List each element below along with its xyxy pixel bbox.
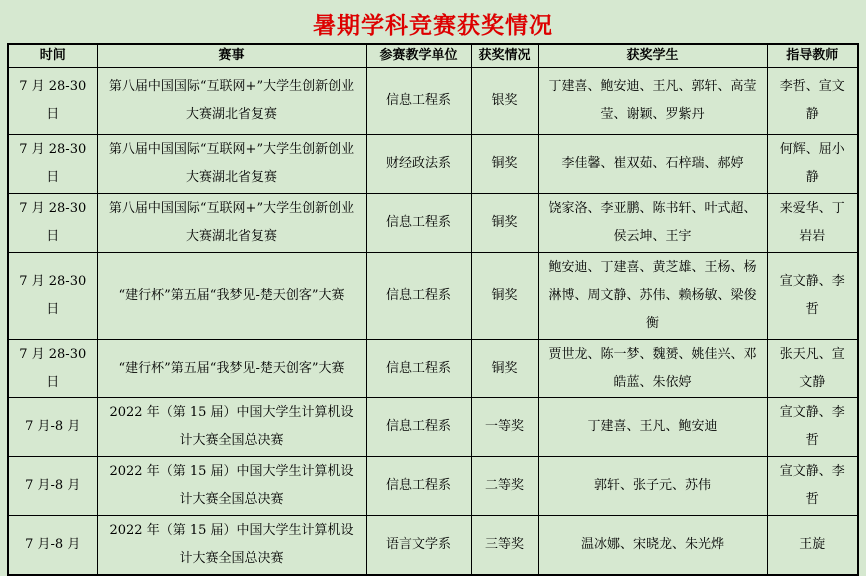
cell-event: 2022 年（第 15 届）中国大学生计算机设计大赛全国总决赛 bbox=[97, 457, 366, 516]
table-row bbox=[8, 193, 858, 252]
cell-time: 7 月 28-30 日 bbox=[8, 193, 97, 252]
column-header-teachers: 指导教师 bbox=[767, 44, 858, 68]
cell-unit: 信息工程系 bbox=[366, 398, 471, 457]
cell-unit: 信息工程系 bbox=[366, 339, 471, 398]
cell-event: “建行杯”第五届“我梦见-楚天创客”大赛 bbox=[97, 252, 366, 339]
cell-students: 李佳馨、崔双茹、石梓瑞、郝婷 bbox=[538, 135, 767, 194]
cell-unit: 信息工程系 bbox=[366, 68, 471, 135]
cell-unit: 信息工程系 bbox=[366, 193, 471, 252]
cell-time: 7 月 28-30 日 bbox=[8, 135, 97, 194]
page-title: 暑期学科竞赛获奖情况 bbox=[313, 12, 553, 39]
table-row bbox=[8, 398, 858, 457]
cell-event: 2022 年（第 15 届）中国大学生计算机设计大赛全国总决赛 bbox=[97, 516, 366, 575]
cell-teachers: 何辉、屈小静 bbox=[767, 135, 858, 194]
cell-teachers: 来爱华、丁岩岩 bbox=[767, 193, 858, 252]
header-row bbox=[8, 44, 858, 68]
cell-award: 二等奖 bbox=[471, 457, 538, 516]
table-body bbox=[8, 68, 858, 576]
column-header-students: 获奖学生 bbox=[538, 44, 767, 68]
cell-award: 一等奖 bbox=[471, 398, 538, 457]
cell-event: 第八届中国国际“互联网+”大学生创新创业大赛湖北省复赛 bbox=[97, 68, 366, 135]
cell-time: 7 月 28-30 日 bbox=[8, 252, 97, 339]
cell-time: 7 月-8 月 bbox=[8, 398, 97, 457]
table-row bbox=[8, 516, 858, 575]
cell-event: “建行杯”第五届“我梦见-楚天创客”大赛 bbox=[97, 339, 366, 398]
cell-unit: 财经政法系 bbox=[366, 135, 471, 194]
column-header-unit: 参赛教学单位 bbox=[366, 44, 471, 68]
table-header bbox=[8, 44, 858, 68]
cell-award: 铜奖 bbox=[471, 135, 538, 194]
cell-students: 鲍安迪、丁建喜、黄芝雄、王杨、杨淋博、周文静、苏伟、赖杨敏、梁俊衡 bbox=[538, 252, 767, 339]
column-header-event: 赛事 bbox=[97, 44, 366, 68]
cell-award: 三等奖 bbox=[471, 516, 538, 575]
cell-award: 铜奖 bbox=[471, 193, 538, 252]
cell-students: 温冰娜、宋晓龙、朱光烨 bbox=[538, 516, 767, 575]
table-row bbox=[8, 68, 858, 135]
cell-event: 第八届中国国际“互联网+”大学生创新创业大赛湖北省复赛 bbox=[97, 193, 366, 252]
cell-students: 贾世龙、陈一梦、魏赟、姚佳兴、邓皓蓝、朱依婷 bbox=[538, 339, 767, 398]
table-row bbox=[8, 339, 858, 398]
cell-students: 丁建喜、鲍安迪、王凡、郭轩、高莹莹、谢颖、罗紫丹 bbox=[538, 68, 767, 135]
cell-unit: 语言文学系 bbox=[366, 516, 471, 575]
cell-time: 7 月-8 月 bbox=[8, 457, 97, 516]
table-row bbox=[8, 135, 858, 194]
cell-time: 7 月 28-30 日 bbox=[8, 68, 97, 135]
cell-unit: 信息工程系 bbox=[366, 457, 471, 516]
cell-teachers: 李哲、宣文静 bbox=[767, 68, 858, 135]
cell-students: 郭轩、张子元、苏伟 bbox=[538, 457, 767, 516]
cell-students: 饶家洛、李亚鹏、陈书轩、叶式超、侯云坤、王宇 bbox=[538, 193, 767, 252]
cell-award: 铜奖 bbox=[471, 339, 538, 398]
cell-time: 7 月 28-30 日 bbox=[8, 339, 97, 398]
cell-teachers: 王旋 bbox=[767, 516, 858, 575]
awards-table bbox=[7, 43, 859, 576]
table-row bbox=[8, 457, 858, 516]
cell-unit: 信息工程系 bbox=[366, 252, 471, 339]
cell-teachers: 宣文静、李哲 bbox=[767, 252, 858, 339]
cell-teachers: 宣文静、李哲 bbox=[767, 457, 858, 516]
cell-award: 银奖 bbox=[471, 68, 538, 135]
table-row bbox=[8, 252, 858, 339]
cell-event: 第八届中国国际“互联网+”大学生创新创业大赛湖北省复赛 bbox=[97, 135, 366, 194]
cell-award: 铜奖 bbox=[471, 252, 538, 339]
cell-event: 2022 年（第 15 届）中国大学生计算机设计大赛全国总决赛 bbox=[97, 398, 366, 457]
cell-teachers: 张天凡、宣文静 bbox=[767, 339, 858, 398]
cell-teachers: 宣文静、李哲 bbox=[767, 398, 858, 457]
cell-time: 7 月-8 月 bbox=[8, 516, 97, 575]
column-header-time: 时间 bbox=[8, 44, 97, 68]
cell-students: 丁建喜、王凡、鲍安迪 bbox=[538, 398, 767, 457]
column-header-award: 获奖情况 bbox=[471, 44, 538, 68]
